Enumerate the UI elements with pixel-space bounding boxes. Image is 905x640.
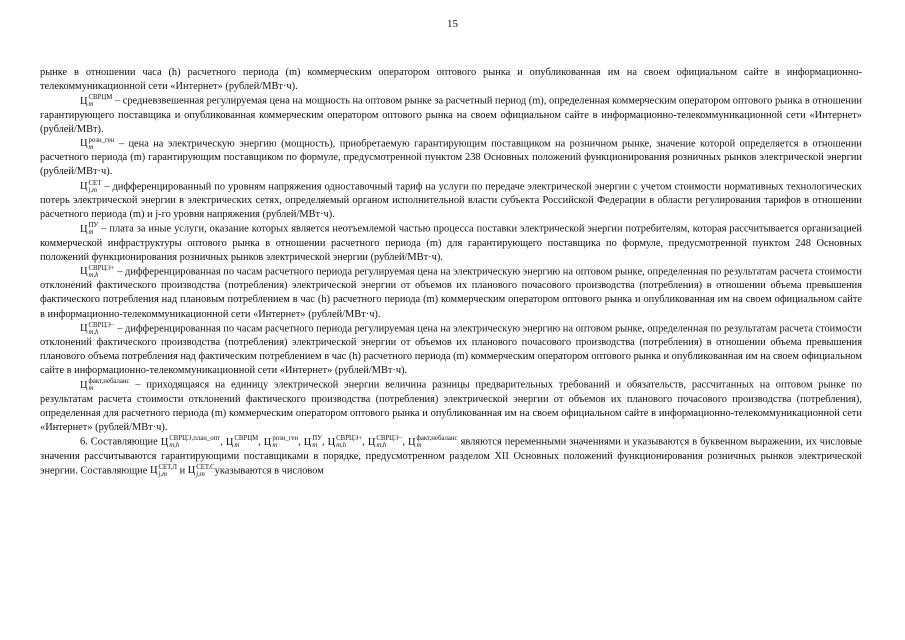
symbol-svrce-minus: Ц СВРЦЭ− m,h <box>80 321 115 336</box>
definition-pu: Ц ПУ m – плата за иные услуги, оказание которых является неотъемлемой частью процесса поставки электрической энергии потребителям, которая рассчитывается организацией коммерческой инфраструктуры оптового рынка в отношении расчетного периода (m) для гарантирующего поставщика по формуле, предусмотренной пунктом 248 Основных положений функционирования розничных рынков электрической энергии (рублей/МВт·ч). <box>40 222 862 263</box>
symbol-set-l: Ц СЕТ,Л j,m <box>149 463 177 478</box>
symbol-svrcm-list: Ц СВРЦМ m <box>225 435 259 450</box>
symbol-fakt-nebalans-list: Ц факт,небаланс m <box>408 435 458 450</box>
paragraph-6: 6. Составляющие Ц СВРЦЭ,план_опт m,h , Ц СВРЦМ m , Ц розн_ген m , Ц ПУ m , Ц СВРЦЭ+ m,h , Ц СВРЦЭ− m,h , Ц факт,небаланс m являются переменными значениями и указываются в буквенном выражении, их числовые значения рассчитываются гарантирующими поставщиками в порядке, предусмотренном разделом XII Основных положений функционирования розничных рынков электрической энергии. Составляющие Ц СЕТ,Л j,m и Ц СЕТ,С j,m указываются в числовом <box>40 435 863 478</box>
symbol-fakt-nebalans: Ц факт,небаланс m <box>80 378 130 393</box>
definition-fakt-nebalans: Ц факт,небаланс m – приходящаяся на единицу электрической энергии величина разницы предварительных требований и обязательств, рассчитанных на оптовом рынке по результатам расчета стоимости отклонений фактического производства (потребления) электрической энергии от объемов их планового почасового производства (потребления), определенная для расчетного периода (m) коммерческим оператором оптового рынка и опубликованная им на своем официальном сайте в информационно-телекоммуникационной сети «Интернет» (рублей/МВт·ч). <box>40 378 862 434</box>
symbol-rozn-gen: Ц розн_ген m <box>80 136 115 151</box>
symbol-svrce-plus: Ц СВРЦЭ+ m,h <box>80 264 115 279</box>
definition-svrcm: Ц СВРЦМ m – средневзвешенная регулируемая цена на мощность на оптовом рынке за расчетный период (m), определенная коммерческим оператором оптового рынка в отношении гарантирующего поставщика и опубликованная коммерческим оператором оптового рынка на своем официальном сайте в информационно-телекоммуникационной сети «Интернет» (рублей/МВт). <box>40 94 862 135</box>
symbol-svrcm: Ц СВРЦМ m <box>80 94 113 109</box>
document-body <box>40 66 862 478</box>
symbol-rozn-gen-list: Ц розн_ген m <box>263 435 299 450</box>
definition-svrce-minus: Ц СВРЦЭ− m,h – дифференцированная по часам расчетного периода регулируемая цена на электрическую энергию на оптовом рынке, определенная по результатам расчета стоимости отклонений фактического производства (потребления) электрической энергии от объемов их планового почасового производства (потребления) в отношении объема превышения планового объема потребления над фактическим потреблением в час (h) расчетного периода (m) коммерческим оператором оптового рынка и опубликованная им на своем официальном сайте в информационно-телекоммуникационной сети «Интернет» (рублей/МВт·ч). <box>40 321 862 377</box>
definition-set: Ц СЕТ j,m – дифференцированный по уровням напряжения одноставочный тариф на услуги по передаче электрической энергии с учетом стоимости нормативных технологических потерь электрической энергии в электрических сетях, определяемый органом исполнительной власти субъекта Российской Федерации в области регулирования тарифов в отношении расчетного периода (m) и j-го уровня напряжения (рублей/МВт·ч). <box>40 179 862 221</box>
definition-rozn-gen: Ц розн_ген m – цена на электрическую энергию (мощность), приобретаемую гарантирующим поставщиком на розничном рынке, значение которой определяется в отношении расчетного периода (m) гарантирующим поставщиком по формуле, предусмотренной пунктом 238 Основных положений функционирования розничных рынков электрической энергии (рублей/МВт·ч). <box>40 136 862 178</box>
symbol-pu: Ц ПУ m <box>80 222 99 237</box>
definition-svrce-plus: Ц СВРЦЭ+ m,h – дифференцированная по часам расчетного периода регулируемая цена на электрическую энергию на оптовом рынке, определенная по результатам расчета стоимости отклонений фактического производства (потребления) электрической энергии от объемов их планового почасового производства (потребления) в отношении объема превышения фактического потребления над плановым потреблением в час (h) расчетного периода (m) коммерческим оператором оптового рынка и опубликованная им на своем официальном сайте в информационно-телекоммуникационной сети «Интернет» (рублей/МВт·ч). <box>40 264 862 320</box>
symbol-set-s: Ц СЕТ,С j,m <box>187 463 215 478</box>
paragraph-continuation: рынке в отношении часа (h) расчетного периода (m) коммерческим оператором оптового рынка и опубликованная им на своем официальном сайте в информационно-телекоммуникационной сети «Интернет» (рублей/МВт·ч). <box>40 67 862 93</box>
symbol-pu-list: Ц ПУ m <box>303 435 323 450</box>
symbol-svrce-plus-list: Ц СВРЦЭ+ m,h <box>327 435 363 450</box>
page-number: 15 <box>447 18 458 30</box>
symbol-svrce-minus-list: Ц СВРЦЭ− m,h <box>367 435 403 450</box>
symbol-svrce-plan-opt: Ц СВРЦЭ,план_опт m,h <box>160 435 221 450</box>
symbol-set: Ц СЕТ j,m <box>80 179 102 194</box>
